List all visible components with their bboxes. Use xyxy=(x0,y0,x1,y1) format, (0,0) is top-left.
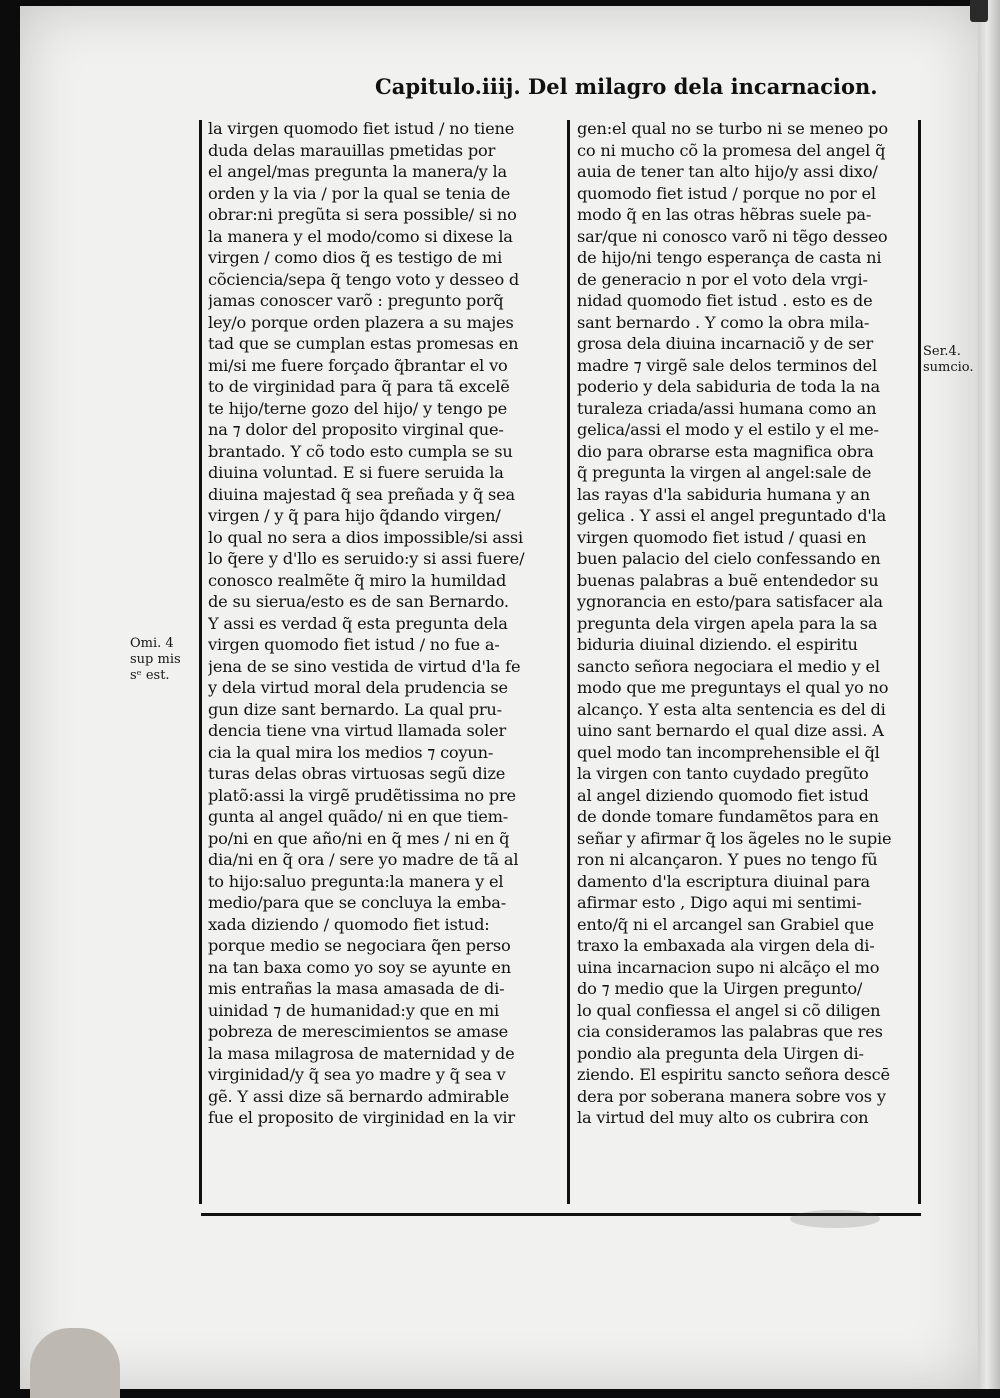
text-line: sar/que ni conosco varõ ni tẽgo desseo xyxy=(577,226,888,246)
text-line: virgen quomodo fiet istud / quasi en xyxy=(577,527,867,547)
holding-thumb xyxy=(30,1328,120,1398)
text-line: pondio ala pregunta dela Uirgen di- xyxy=(577,1043,864,1063)
text-line: diuina majestad q̃ sea preñada y q̃ sea xyxy=(208,484,515,504)
text-line: biduria diuinal diziendo. el espiritu xyxy=(577,635,858,654)
text-line: afirmar esto , Digo aqui mi sentimi- xyxy=(577,893,862,912)
text-line: gelica/assi el modo y el estilo y el me- xyxy=(577,420,879,439)
text-line: te hijo/terne gozo del hijo/ y tengo pe xyxy=(208,398,507,418)
text-line: buenas palabras a buẽ entendedor su xyxy=(577,570,879,590)
text-line: virgen / como dios q̃ es testigo de mi xyxy=(208,248,503,267)
text-line: porque medio se negociara q̃en perso xyxy=(208,936,511,955)
text-line: las rayas d'la sabiduria humana y an xyxy=(577,484,870,504)
text-line: el angel/mas pregunta la manera/y la xyxy=(208,162,507,181)
text-line: sant bernardo . Y como la obra mila- xyxy=(577,312,870,332)
text-line: de donde tomare fundamẽtos para en xyxy=(577,807,879,826)
text-line: lo qual confiessa el angel si cõ diligen xyxy=(577,1000,881,1020)
chapter-header: Capitulo.iiij. Del milagro dela incarnacion. xyxy=(375,74,878,99)
text-line: madre ⁊ virgẽ sale delos terminos del xyxy=(577,355,878,375)
text-line: pobreza de merescimientos se amase xyxy=(208,1022,509,1041)
text-line: mis entrañas la masa amasada de di- xyxy=(208,979,505,998)
text-line: traxo la embaxada ala virgen dela di- xyxy=(577,936,875,955)
right-text-column xyxy=(577,118,917,1129)
text-line: cia consideramos las palabras que res xyxy=(577,1022,883,1041)
text-line: turaleza criada/assi humana como an xyxy=(577,398,877,418)
text-line: poderio y dela sabiduria de toda la na xyxy=(577,377,881,396)
column-divider xyxy=(567,120,570,1204)
text-line: la manera y el modo/como si dixese la xyxy=(208,226,513,246)
text-line: na ⁊ dolor del proposito virginal que- xyxy=(208,420,504,439)
page-edge xyxy=(978,0,1000,1389)
text-line: brantado. Y cõ todo esto cumpla se su xyxy=(208,441,513,461)
text-line: pregunta dela virgen apela para la sa xyxy=(577,613,878,633)
text-line: al angel diziendo quomodo fiet istud xyxy=(577,785,869,805)
text-line: de generacio n por el voto dela vrgi- xyxy=(577,269,868,289)
text-line: obrar:ni pregũta si sera possible/ si no xyxy=(208,205,517,224)
text-line: auia de tener tan alto hijo/y assi dixo/ xyxy=(577,162,878,181)
text-line: diuina voluntad. E si fuere seruida la xyxy=(208,463,504,482)
text-line: medio/para que se concluya la emba- xyxy=(208,893,506,912)
text-line: cõciencia/sepa q̃ tengo voto y desseo d xyxy=(208,269,520,289)
text-line: orden y la via / por la qual se tenia de xyxy=(208,183,511,203)
text-line: virginidad/y q̃ sea yo madre y q̃ sea v xyxy=(208,1065,506,1084)
text-line: na tan baxa como yo soy se ayunte en xyxy=(208,957,512,977)
text-line: grosa dela diuina incarnaciõ y de ser xyxy=(577,334,874,353)
text-line: la virgen quomodo fiet istud / no tiene xyxy=(208,119,515,138)
text-line: dencia tiene vna virtud llamada soler xyxy=(208,721,506,740)
text-line: lo qual no sera a dios impossible/si assi xyxy=(208,527,523,547)
text-line: la virgen con tanto cuydado pregũto xyxy=(577,764,869,783)
text-line: buen palacio del cielo confessando en xyxy=(577,549,881,568)
text-line: señar y afirmar q̃ los ãgeles no le supie xyxy=(577,828,892,848)
text-line: dia/ni en q̃ ora / sere yo madre de tã al xyxy=(208,850,519,869)
text-line: uina incarnacion supo ni alcãço el mo xyxy=(577,957,880,977)
text-line: quel modo tan incomprehensible el q̃l xyxy=(577,742,880,762)
text-line: xada diziendo / quomodo fiet istud: xyxy=(208,914,490,934)
text-line: nidad quomodo fiet istud . esto es de xyxy=(577,291,873,310)
text-line: jena de se sino vestida de virtud d'la fe xyxy=(208,656,521,676)
text-line: duda delas marauillas pmetidas por xyxy=(208,140,496,160)
text-line: ley/o porque orden plazera a su majes xyxy=(208,312,514,332)
page-clip xyxy=(970,0,988,22)
text-line: ento/q̃ ni el arcangel san Grabiel que xyxy=(577,914,874,934)
text-line: Y assi es verdad q̃ esta pregunta dela xyxy=(208,613,508,633)
text-line: modo q̃ en las otras hẽbras suele pa- xyxy=(577,205,872,224)
text-line: cia la qual mira los medios ⁊ coyun- xyxy=(208,742,494,762)
text-line: virgen quomodo fiet istud / no fue a- xyxy=(208,635,500,654)
text-line: platõ:assi la virgẽ prudẽtissima no pre xyxy=(208,785,516,805)
text-line: sancto señora negociara el medio y el xyxy=(577,656,880,676)
text-line: to de virginidad para q̃ para tã excelẽ xyxy=(208,377,510,396)
left-rule xyxy=(199,120,202,1204)
text-line: de hijo/ni tengo esperança de casta ni xyxy=(577,248,882,267)
text-line: gun dize sant bernardo. La qual pru- xyxy=(208,699,502,719)
text-line: modo que me preguntays el qual yo no xyxy=(577,678,889,697)
text-line: ziendo. El espiritu sancto señora descē xyxy=(577,1065,890,1084)
text-line: turas delas obras virtuosas segũ dize xyxy=(208,764,506,783)
text-line: gunta al angel quãdo/ ni en que tiem- xyxy=(208,807,509,826)
text-line: mi/si me fuere forçado q̃brantar el vo xyxy=(208,355,508,375)
text-line: tad que se cumplan estas promesas en xyxy=(208,334,519,353)
text-line: dera por soberana manera sobre vos y xyxy=(577,1086,886,1106)
right-margin-note: Ser.4. sumcio. xyxy=(923,344,974,375)
text-line: dio para obrarse esta magnifica obra xyxy=(577,441,874,461)
left-text-column xyxy=(208,118,560,1129)
text-line: uinidad ⁊ de humanidad:y que en mi xyxy=(208,1000,499,1020)
text-line: uino sant bernardo el qual dize assi. A xyxy=(577,721,884,740)
text-line: to hijo:saluo pregunta:la manera y el xyxy=(208,871,504,891)
text-line: ron ni alcançaron. Y pues no tengo fũ xyxy=(577,850,878,869)
text-line: quomodo fiet istud / porque no por el xyxy=(577,183,876,203)
text-line: q̃ pregunta la virgen al angel:sale de xyxy=(577,463,872,482)
text-line: conosco realmẽte q̃ miro la humildad xyxy=(208,570,507,590)
text-line: co ni mucho cõ la promesa del angel q̃ xyxy=(577,140,886,160)
text-line: lo q̃ere y d'llo es seruido:y si assi fuere/ xyxy=(208,549,525,568)
text-line: gẽ. Y assi dize sã bernardo admirable xyxy=(208,1086,509,1106)
text-line: de su sierua/esto es de san Bernardo. xyxy=(208,592,509,611)
text-line: do ⁊ medio que la Uirgen pregunto/ xyxy=(577,979,863,998)
text-line: y dela virtud moral dela prudencia se xyxy=(208,678,508,697)
text-line: jamas conoscer varõ : pregunto porq̃ xyxy=(208,291,504,310)
text-line: virgen / y q̃ para hijo q̃dando virgen/ xyxy=(208,506,501,525)
text-line: gen:el qual no se turbo ni se meneo po xyxy=(577,119,888,138)
text-line: fue el proposito de virginidad en la vir xyxy=(208,1108,515,1127)
text-line: po/ni en que año/ni en q̃ mes / ni en q̃ xyxy=(208,828,510,848)
right-rule xyxy=(918,120,921,1204)
left-margin-note: Omi. 4 sup mis sᵉ est. xyxy=(130,636,181,683)
text-line: la masa milagrosa de maternidad y de xyxy=(208,1043,515,1063)
text-line: la virtud del muy alto os cubrira con xyxy=(577,1108,869,1127)
text-line: alcanço. Y esta alta sentencia es del di xyxy=(577,699,886,719)
text-line: damento d'la escriptura diuinal para xyxy=(577,871,870,891)
text-line: ygnorancia en esto/para satisfacer ala xyxy=(577,592,883,611)
text-line: gelica . Y assi el angel preguntado d'la xyxy=(577,506,887,525)
ink-smudge xyxy=(790,1210,880,1228)
